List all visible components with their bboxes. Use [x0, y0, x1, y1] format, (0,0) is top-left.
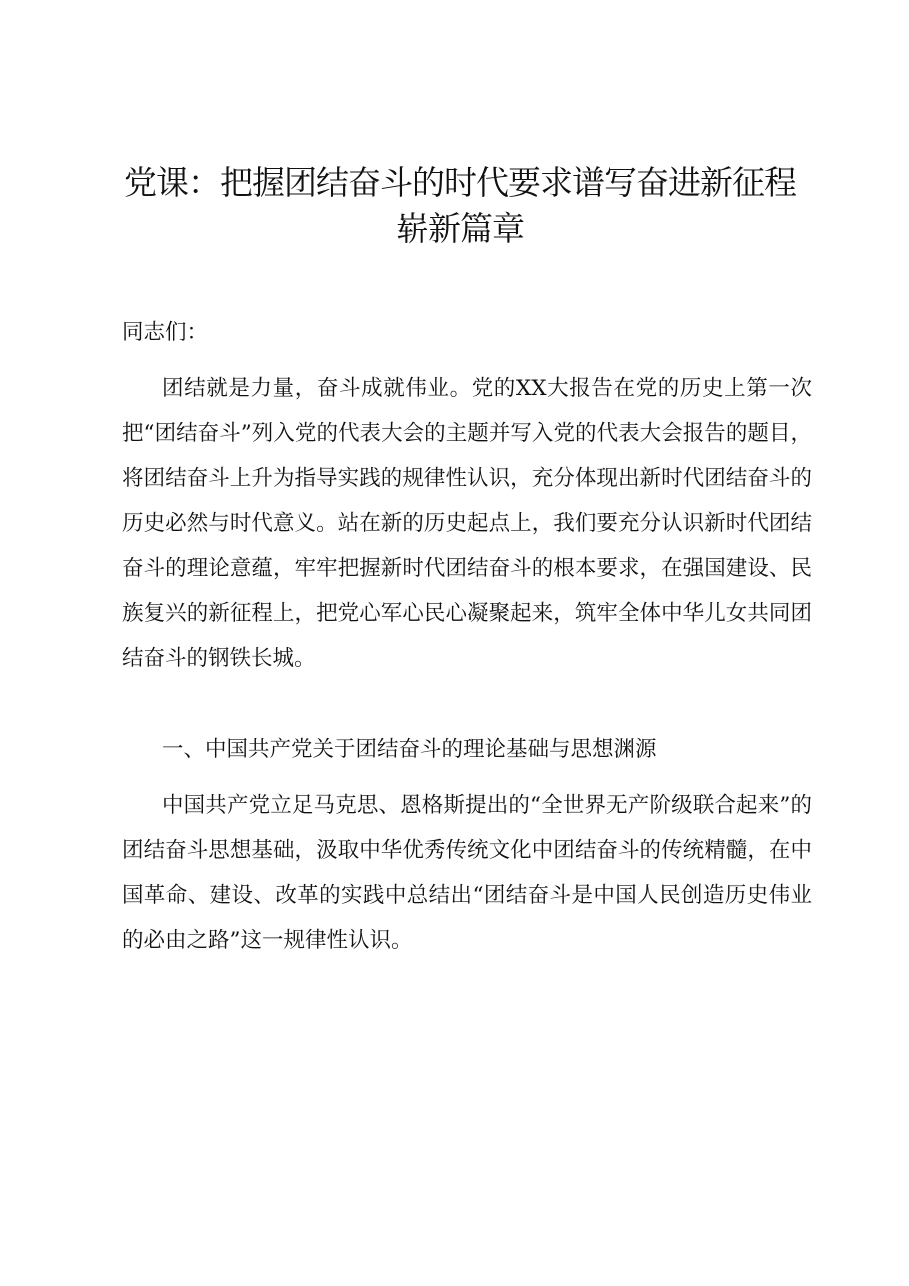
section-heading: 一、中国共产党关于团结奋斗的理论基础与思想渊源	[162, 737, 657, 762]
paragraph-section-one: 中国共产党立足马克思、恩格斯提出的“全世界无产阶级联合起来”的团结奋斗思想基础，汲取中华优秀传统文化中团结奋斗的传统精髓，在中国革命、建设、改革的实践中总结出“团结奋斗是中国人民创造历史伟业的必由之路”这一规律性认识。	[122, 793, 812, 953]
salutation: 同志们：	[122, 320, 209, 345]
paragraph-intro: 团结就是力量，奋斗成就伟业。党的XX大报告在党的历史上第一次把“团结奋斗”列入党的代表大会的主题并写入党的代表大会报告的题目，将团结奋斗上升为指导实践的规律性认识，充分体现出新时代团结奋斗的历史必然与时代意义。站在新的历史起点上，我们要充分认识新时代团结奋斗的理论意蕴，牢牢把握新时代团结奋斗的根本要求，在强国建设、民族复兴的新征程上，把党心军心民心凝聚起来，筑牢全体中华儿女共同团结奋斗的钢铁长城。	[122, 376, 812, 671]
document-title: 党课：把握团结奋斗的时代要求谱写奋进新征程崭新篇章	[124, 163, 796, 248]
